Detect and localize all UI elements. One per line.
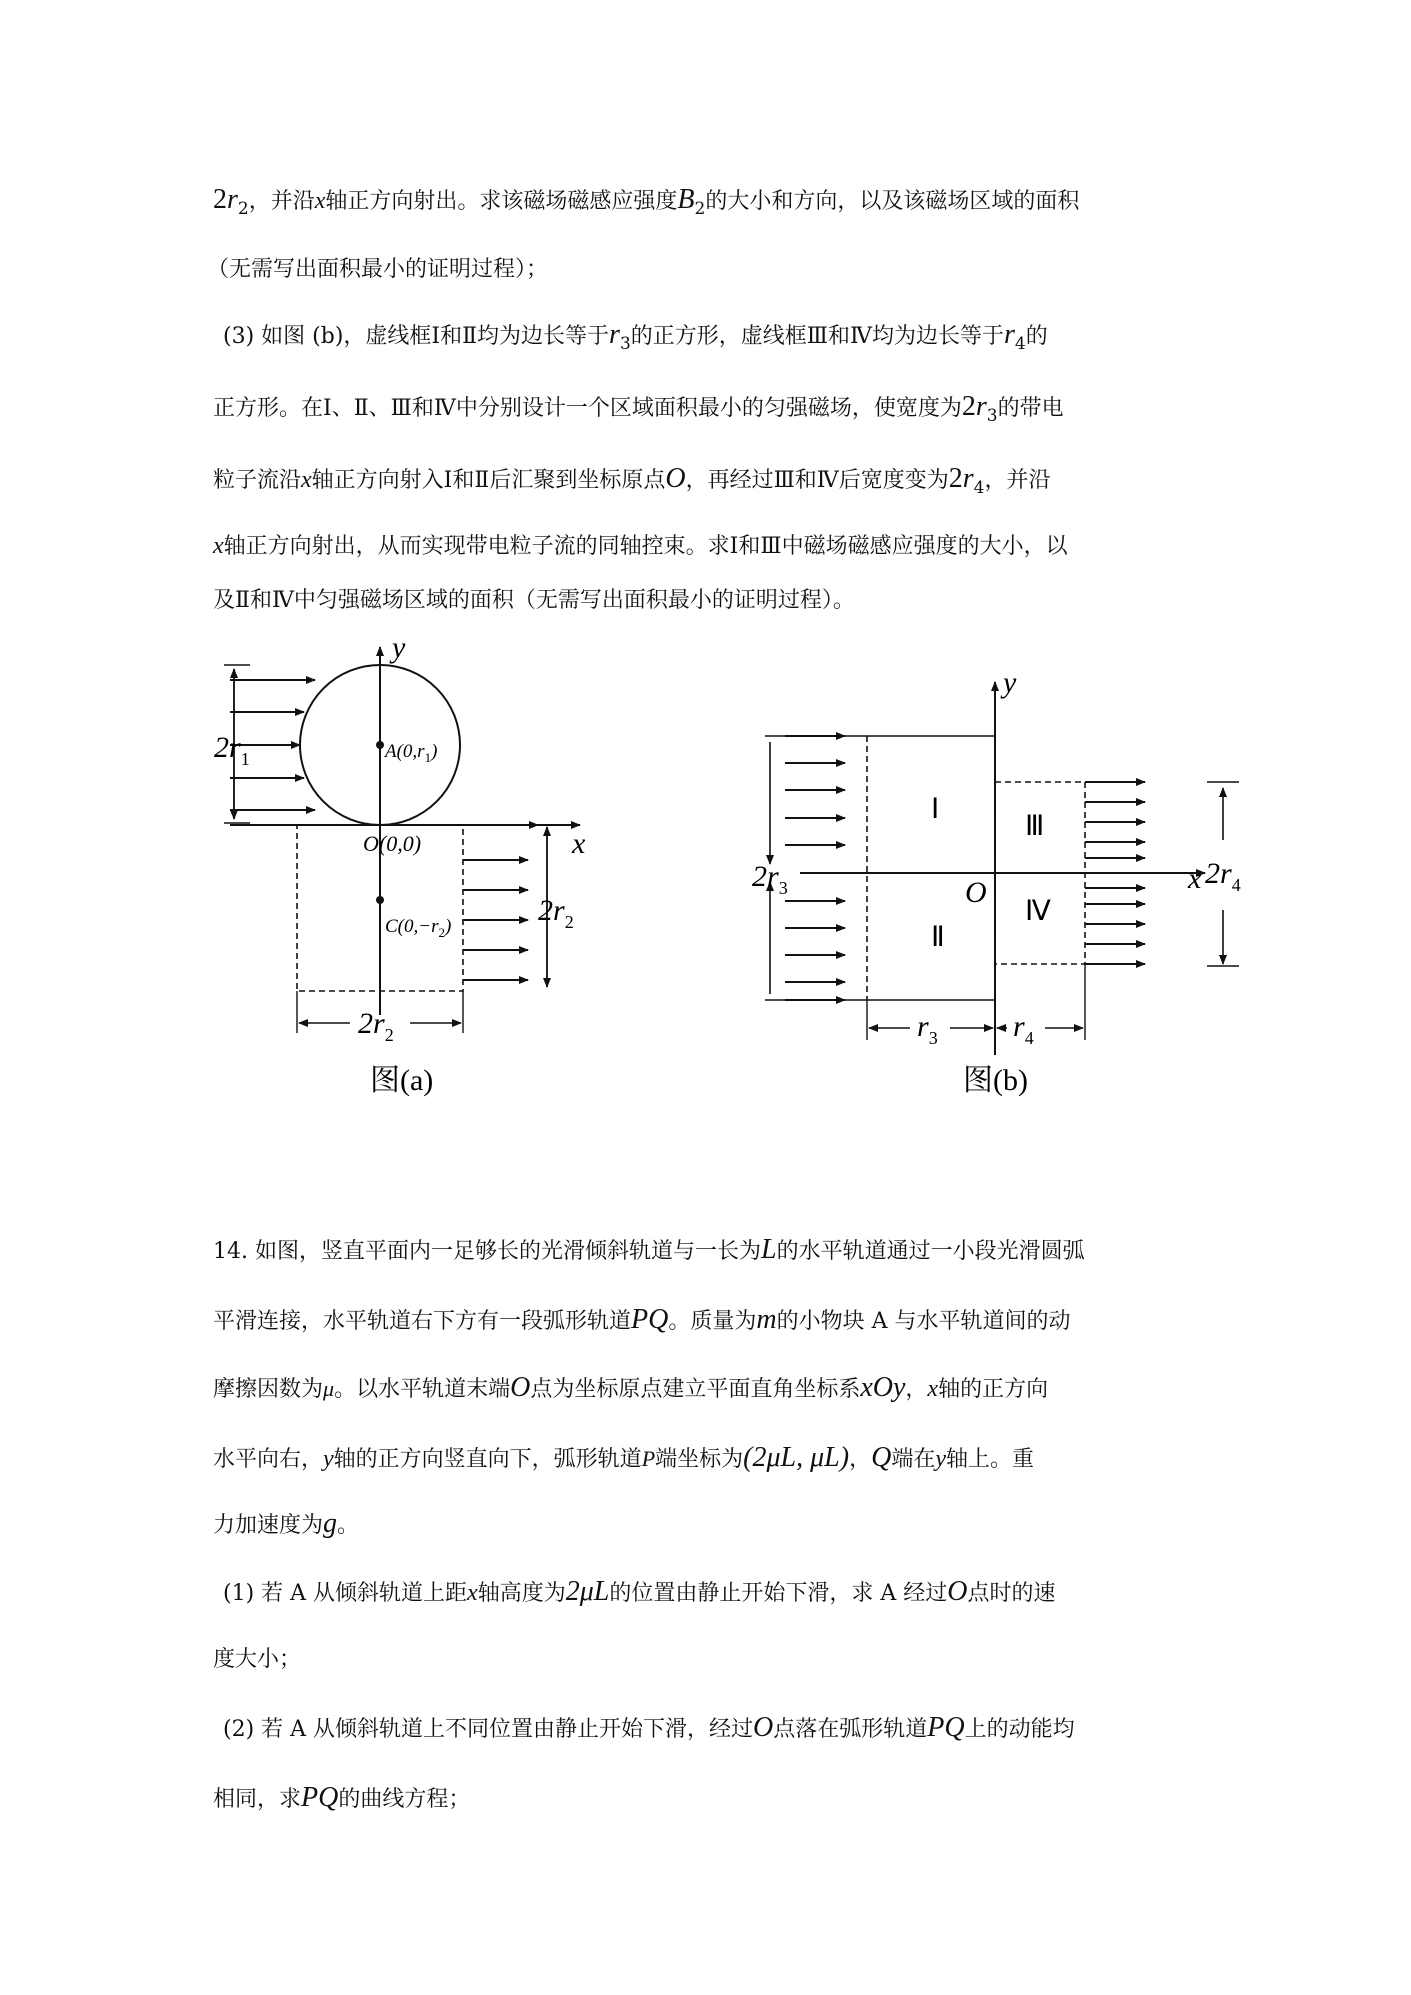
svg-text:2r2: $2r_2$ — [538, 894, 574, 932]
text-line: x轴正方向射出，从而实现带电粒子流的同轴控束。求Ⅰ和Ⅲ中磁场磁感应强度的大小，以 — [213, 533, 1068, 559]
question-14-line: 平滑连接，水平轨道右下方有一段弧形轨道PQ。质量为m的小物块 A 与水平轨道间的动 — [213, 1304, 1071, 1335]
region-label-4: Ⅳ — [1025, 896, 1051, 927]
svg-text:A(0,r1): $A(0,r_1)$ — [385, 741, 438, 765]
axis-label-y: y — [392, 631, 406, 664]
axis-label-x: x — [1188, 862, 1202, 895]
svg-text:C(0,−r2): $C(0,-r_2)$ — [385, 916, 452, 940]
question-14-part-2: (2) 若 A 从倾斜轨道上不同位置由静止开始下滑，经过O点落在弧形轨道PQ上的动能均 — [223, 1712, 1075, 1743]
label-2r1: 2r — [214, 731, 241, 764]
label-point-c: C(0,−r — [385, 916, 439, 937]
svg-text:2r1: $2r_1$ — [214, 731, 250, 769]
question-14-line: 度大小； — [213, 1647, 302, 1672]
svg-text:2r4: $2r_4$ — [1205, 857, 1241, 895]
text-line: (3) 如图 (b)，虚线框Ⅰ和Ⅱ均为边长等于$r_3$的正方形，虚线框Ⅲ和Ⅳ均为边长等于$r_4$的 — [223, 319, 1048, 354]
label-point-a: A(0,r — [385, 741, 425, 762]
caption-a: 图(a) — [370, 1064, 434, 1097]
region-label-1: Ⅰ — [931, 794, 940, 825]
text-line: （无需写出面积最小的证明过程）； — [207, 257, 549, 282]
label-2r3: 2r — [752, 860, 779, 893]
axis-label-x: x — [572, 827, 586, 860]
region-label-3: Ⅲ — [1025, 811, 1045, 842]
question-14-line: 水平向右，y轴的正方向竖直向下，弧形轨道P端坐标为(2μL, μL)，Q端在y轴上。重 — [213, 1442, 1034, 1473]
caption-b: 图(b) — [963, 1064, 1028, 1097]
figure-a — [214, 631, 620, 1105]
svg-text:2r2: $2r_2$ — [358, 1007, 394, 1045]
label-2r4: 2r — [1205, 857, 1232, 890]
label-origin: O — [965, 876, 987, 909]
label-r3: r — [917, 1010, 929, 1043]
label-origin: O(0,0) — [363, 831, 422, 856]
question-14-line: 相同，求PQ的曲线方程； — [213, 1782, 471, 1813]
text-line: 粒子流沿x轴正方向射入Ⅰ和Ⅱ后汇聚到坐标原点O，再经过Ⅲ和Ⅳ后宽度变为$2r_4$，并沿 — [213, 463, 1051, 498]
question-14-line: 14. 如图，竖直平面内一足够长的光滑倾斜轨道与一长为L的水平轨道通过一小段光滑圆弧 — [213, 1234, 1085, 1265]
label-2r2-right: 2r — [538, 894, 565, 927]
label-2r2-bottom: 2r — [358, 1007, 385, 1040]
label-r4: r — [1013, 1010, 1025, 1043]
question-14-line: 力加速度为g。 — [213, 1508, 360, 1539]
figure-b — [745, 666, 1265, 1110]
svg-text:2r3: $2r_3$ — [752, 860, 788, 898]
axis-label-y: y — [1003, 666, 1017, 699]
question-14-part-1: (1) 若 A 从倾斜轨道上距x轴高度为2μL的位置由静止开始下滑，求 A 经过O点时的速 — [223, 1576, 1056, 1607]
region-label-2: Ⅱ — [931, 922, 945, 953]
text-line: 及Ⅱ和Ⅳ中匀强磁场区域的面积（无需写出面积最小的证明过程）。 — [213, 588, 855, 613]
svg-text:r3: $r_3$ — [917, 1010, 938, 1048]
text-line: 正方形。在Ⅰ、Ⅱ、Ⅲ和Ⅳ中分别设计一个区域面积最小的匀强磁场，使宽度为$2r_3$的带电 — [213, 391, 1064, 426]
svg-text:r4: $r_4$ — [1013, 1010, 1034, 1048]
text-line: $2r_2$，并沿x轴正方向射出。求该磁场磁感应强度$B_2$的大小和方向，以及该磁场区域的面积 — [213, 184, 1080, 219]
question-14-line: 摩擦因数为μ。以水平轨道末端O点为坐标原点建立平面直角坐标系xOy，x轴的正方向 — [213, 1372, 1049, 1403]
